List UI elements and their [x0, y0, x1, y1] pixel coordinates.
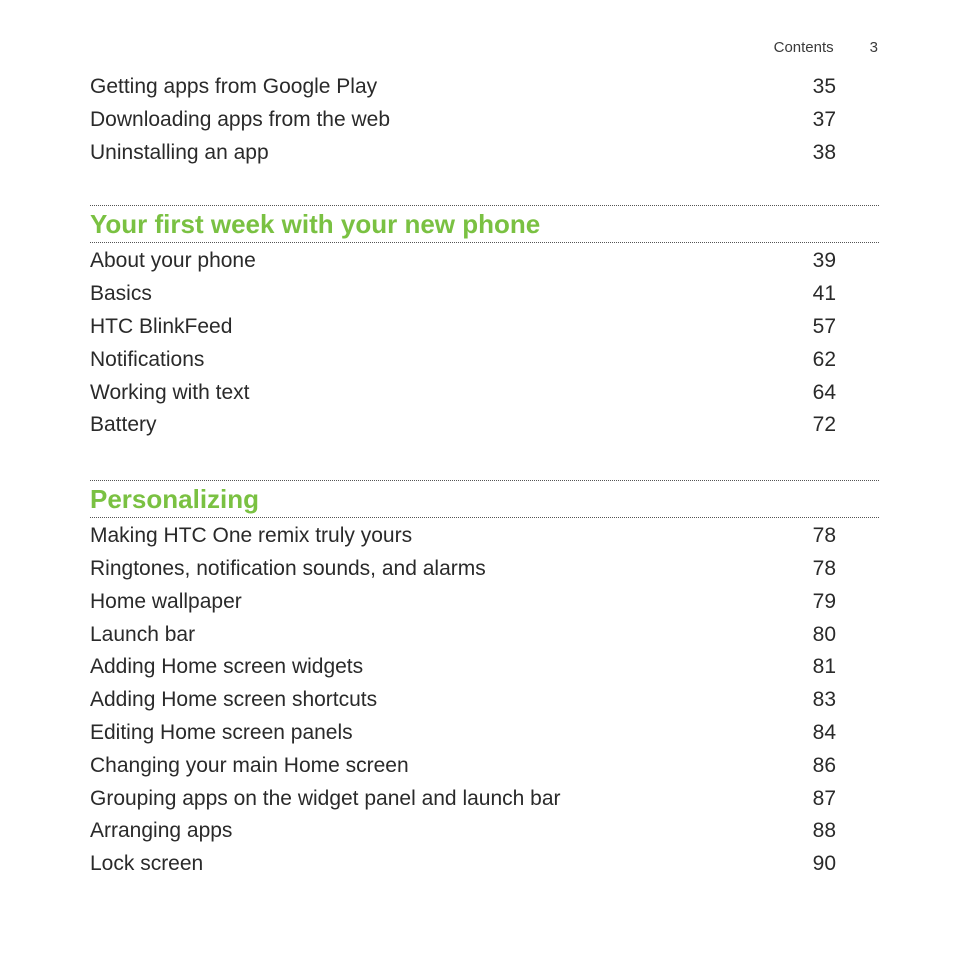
toc-entry-label: Basics: [90, 282, 152, 306]
toc-entry-page: 84: [812, 720, 836, 744]
toc-entry-label: About your phone: [90, 249, 256, 273]
toc-entry-label: Battery: [90, 413, 157, 437]
toc-entry[interactable]: [90, 245, 879, 278]
toc-entry-label: Grouping apps on the widget panel and launch bar: [90, 786, 561, 810]
section-heading[interactable]: [90, 480, 879, 518]
toc-entry[interactable]: [90, 409, 879, 442]
toc-entry-label: Adding Home screen shortcuts: [90, 688, 378, 712]
toc-entry-label: Editing Home screen panels: [90, 720, 353, 744]
page-number: 3: [869, 39, 878, 56]
toc-entry[interactable]: [90, 104, 879, 137]
toc-entry-label: Launch bar: [90, 622, 196, 646]
toc-entry-page: 87: [812, 786, 836, 810]
toc-entry[interactable]: [90, 619, 879, 652]
toc-entry-label: Home wallpaper: [90, 589, 242, 613]
toc-entry[interactable]: [90, 684, 879, 717]
toc-entry-page: 90: [812, 852, 836, 876]
toc-entry[interactable]: [90, 137, 879, 170]
toc-entry-label: Notifications: [90, 347, 205, 371]
section-title: Personalizing: [90, 484, 260, 515]
toc-entry-page: 86: [812, 753, 836, 777]
toc-entry-label: Arranging apps: [90, 819, 233, 843]
toc-entry-page: 83: [812, 688, 836, 712]
running-header: [774, 39, 878, 56]
toc-entry-label: Ringtones, notification sounds, and alarms: [90, 556, 486, 580]
toc-entry[interactable]: [90, 783, 879, 816]
toc-entry[interactable]: [90, 750, 879, 783]
section-title: Your first week with your new phone: [90, 209, 541, 240]
toc-entry-page: 62: [812, 347, 836, 371]
toc-entry[interactable]: [90, 815, 879, 848]
toc-entry-label: Adding Home screen widgets: [90, 655, 364, 679]
toc-section-personalizing: [90, 480, 879, 881]
toc-entry-label: Uninstalling an app: [90, 140, 269, 164]
toc-entry[interactable]: [90, 278, 879, 311]
toc-entry[interactable]: [90, 520, 879, 553]
toc-entry[interactable]: [90, 344, 879, 377]
toc-entry-page: 81: [812, 655, 836, 679]
toc-entry-page: 72: [812, 413, 836, 437]
toc-entry-label: Changing your main Home screen: [90, 753, 409, 777]
toc-entry-page: 79: [812, 589, 836, 613]
toc-entry-page: 80: [812, 622, 836, 646]
toc-entry-page: 37: [812, 107, 836, 131]
toc-entry-page: 41: [812, 282, 836, 306]
table-of-contents: [90, 71, 879, 881]
toc-entry-page: 35: [812, 75, 836, 98]
toc-entry-label: HTC BlinkFeed: [90, 314, 233, 338]
toc-entry[interactable]: [90, 311, 879, 344]
toc-entry-page: 78: [812, 556, 836, 580]
toc-entry[interactable]: [90, 651, 879, 684]
toc-entry-label: Lock screen: [90, 852, 204, 876]
toc-entry-page: 78: [812, 524, 836, 548]
toc-entry-page: 57: [812, 314, 836, 338]
section-heading[interactable]: [90, 205, 879, 243]
running-header-section: Contents: [773, 39, 834, 56]
toc-entry-page: 64: [812, 380, 836, 404]
toc-entry[interactable]: [90, 717, 879, 750]
toc-entry-label: Downloading apps from the web: [90, 107, 391, 131]
toc-entry-page: 38: [812, 140, 836, 164]
toc-section-first-week: [90, 205, 879, 442]
toc-entry[interactable]: [90, 71, 879, 104]
toc-entry[interactable]: [90, 586, 879, 619]
toc-entry-page: 39: [812, 249, 836, 273]
toc-entry-page: 88: [812, 819, 836, 843]
toc-entry[interactable]: [90, 553, 879, 586]
toc-entry-label: Making HTC One remix truly yours: [90, 524, 413, 548]
toc-entry-label: Getting apps from Google Play: [90, 75, 378, 98]
toc-entry-label: Working with text: [90, 380, 250, 404]
toc-entry[interactable]: [90, 848, 879, 881]
toc-entry[interactable]: [90, 377, 879, 410]
